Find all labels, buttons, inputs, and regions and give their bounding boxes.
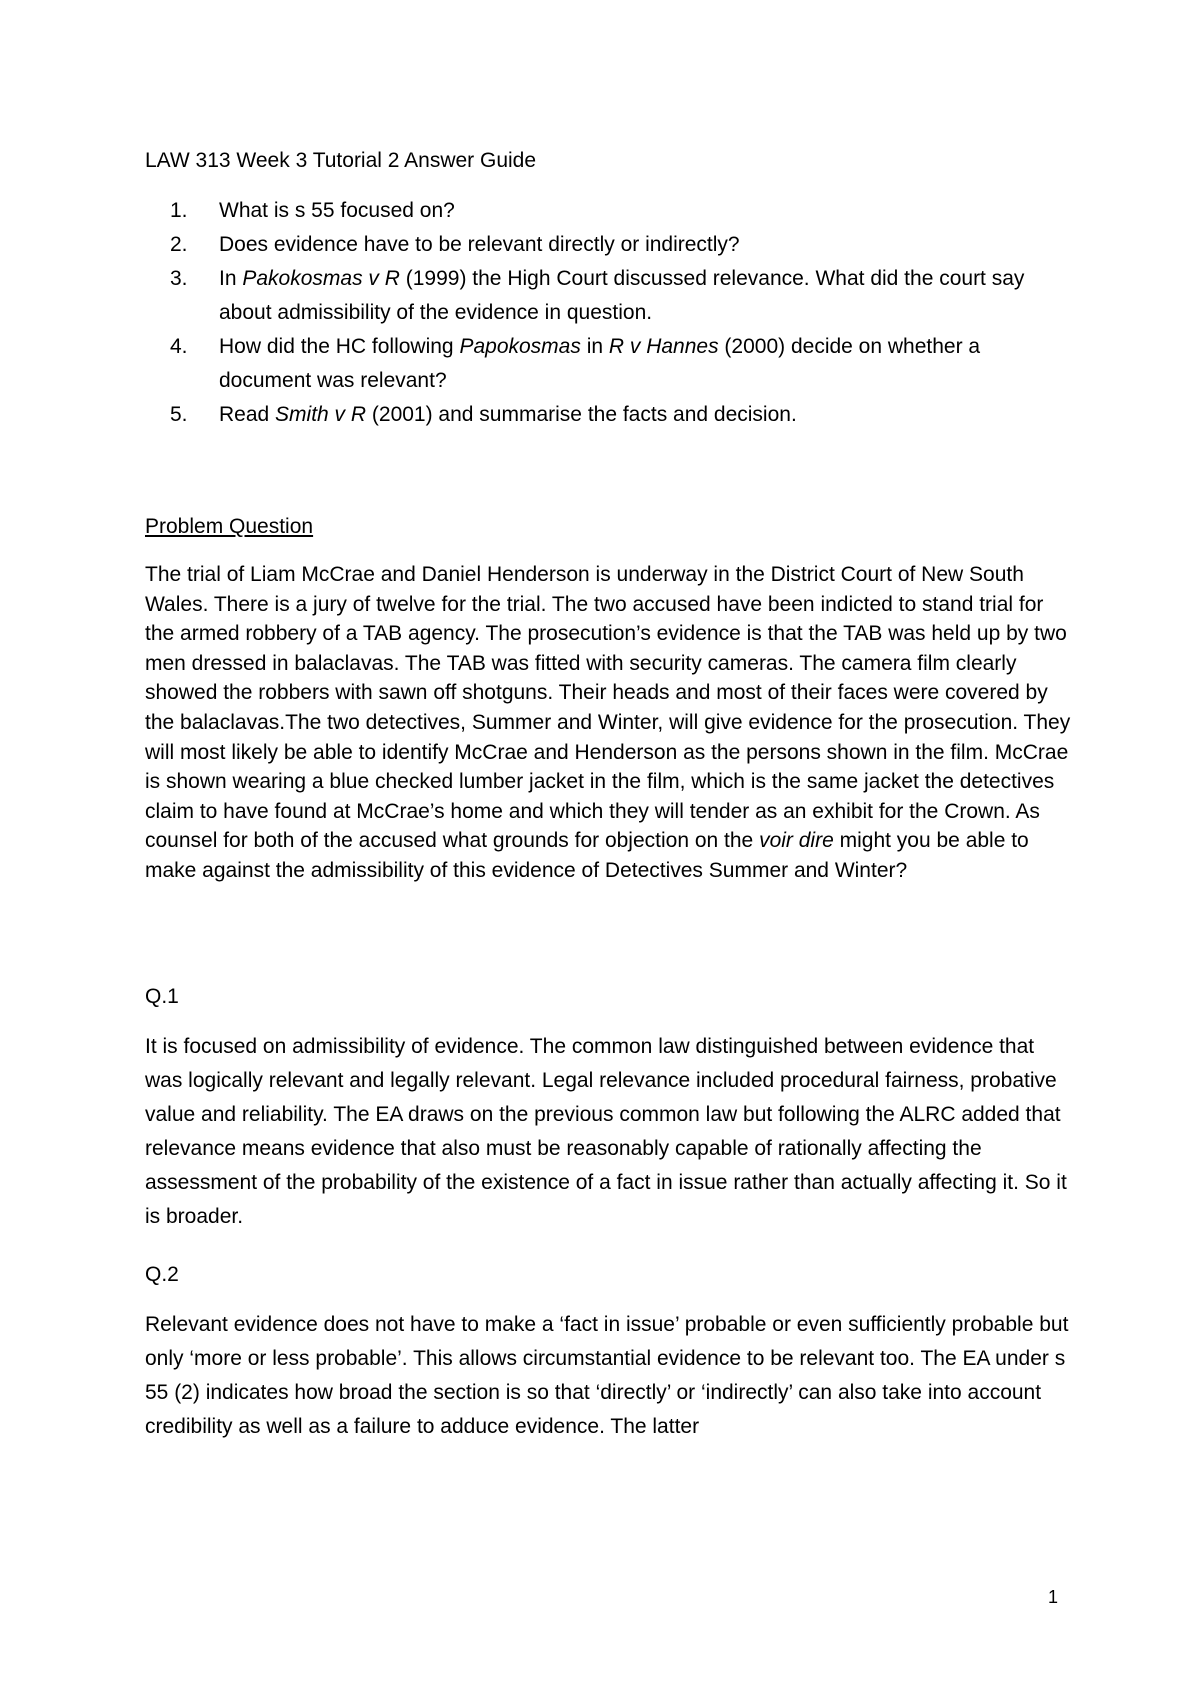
question-text-segment: How did the HC following — [219, 335, 460, 358]
question-text-segment: Read — [219, 403, 276, 426]
question-text-segment: (2000) decide on whether a document was relevant? — [219, 335, 981, 392]
problem-question-body — [145, 560, 1075, 886]
question-text-segment: (1999) the High Court discussed relevance. What did the court say about admissibility of the evidence in question. — [219, 267, 1025, 324]
question-text — [219, 403, 797, 426]
italic-term: voir dire — [759, 829, 834, 853]
document-page — [145, 146, 1075, 1444]
document-title: LAW 313 Week 3 Tutorial 2 Answer Guide — [145, 149, 537, 172]
question-number: 5. — [170, 403, 188, 426]
answer-label-q2: Q.2 — [145, 1262, 179, 1286]
question-text — [219, 267, 1024, 324]
question-text-segment: (2001) and summarise the facts and decision. — [366, 403, 797, 426]
question-item — [145, 330, 1075, 398]
question-text: Does evidence have to be relevant directly or indirectly? — [219, 233, 740, 256]
problem-question-heading: Problem Question — [145, 515, 314, 538]
answer-text-q2: Relevant evidence does not have to make a ‘fact in issue’ probable or even sufficiently probable but only ‘more or less probable’. This allows circumstantial evidence to be relevant too. The EA under s 55 (2) indicates how broad the section is so that ‘directly’ or ‘indirectly’ can also take into account credibility as well as a failure to adduce evidence. The latter — [145, 1312, 1069, 1438]
answer-label-q1: Q.1 — [145, 984, 179, 1008]
question-number: 4. — [170, 335, 188, 358]
question-item — [145, 262, 1075, 330]
case-name: Pakokosmas v R — [242, 267, 400, 290]
tutorial-question-list — [145, 194, 1075, 432]
question-number: 1. — [170, 199, 188, 222]
question-text-segment: in — [580, 335, 609, 358]
case-name: Papokosmas — [459, 335, 581, 358]
problem-text-segment: The trial of Liam McCrae and Daniel Henderson is underway in the District Court of New South Wales. There is a jury of twelve for the trial. The two accused have been indicted to stand trial for the armed robbery of a TAB agency. The prosecution’s evidence is that the TAB was held up by two men dressed in balaclavas. The TAB was fitted with security cameras. The camera film clearly showed the robbers with sawn off shotguns. Their heads and most of their faces were covered by the balaclavas.The two detectives, Summer and Winter, will give evidence for the prosecution. They will most likely be able to identify McCrae and Henderson as the persons shown in the film. McCrae is shown wearing a blue checked lumber jacket in the film, which is the same jacket the detectives claim to have found at McCrae’s home and which they will tender as an exhibit for the Crown. As counsel for both of the accused what grounds for objection on the — [145, 563, 1071, 853]
page-number: 1 — [1048, 1587, 1059, 1607]
question-item — [145, 228, 1075, 262]
case-name: Smith v R — [275, 403, 367, 426]
question-item — [145, 194, 1075, 228]
question-text-segment: In — [219, 267, 243, 290]
question-text — [219, 335, 980, 392]
answer-text-q1: It is focused on admissibility of evidence. The common law distinguished between evidence that was logically relevant and legally relevant. Legal relevance included procedural fairness, probative value and reliability. The EA draws on the previous common law but following the ALRC added that relevance means evidence that also must be reasonably capable of rationally affecting the assessment of the probability of the existence of a fact in issue rather than actually affecting it. So it is broader. — [145, 1034, 1067, 1228]
problem-text-segment: might you be able to make against the admissibility of this evidence of Detectives Summer and Winter? — [145, 829, 1029, 882]
question-text: What is s 55 focused on? — [219, 199, 455, 222]
question-number: 2. — [170, 233, 188, 256]
case-name: R v Hannes — [608, 335, 719, 358]
question-number: 3. — [170, 267, 188, 290]
question-item — [145, 398, 1075, 432]
